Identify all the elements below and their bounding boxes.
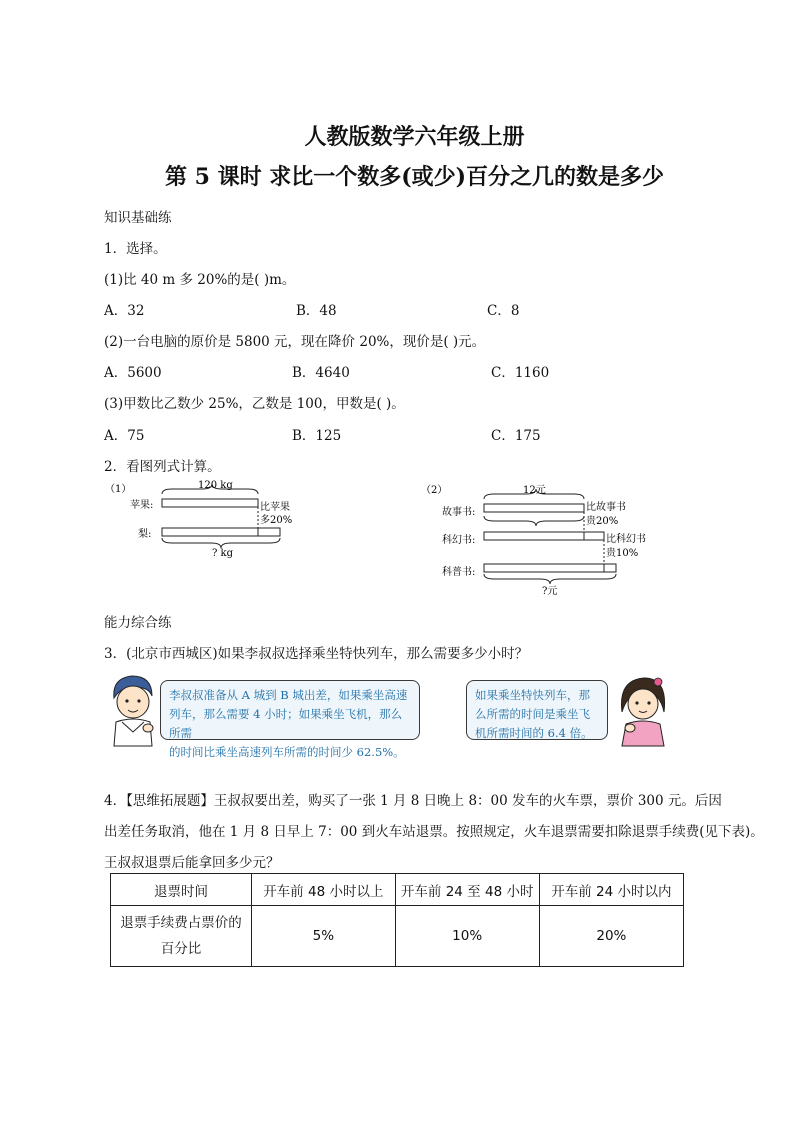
bubble-line: 李叔叔准备从 A 城到 B 城出差，如果乘坐高速	[169, 688, 408, 702]
row-label-line: 百分比	[160, 941, 202, 957]
question-3-heading: 3．(北京市西城区)如果李叔叔选择乘坐特快列车，那么需要多少小时？	[104, 646, 529, 662]
option-c: C．1160	[491, 365, 550, 381]
table-cell: 20%	[539, 906, 683, 967]
diagram-number: （1）	[105, 484, 132, 495]
line-segment-diagram-2	[416, 480, 666, 598]
question-2-heading: 2．看图列式计算。	[104, 459, 221, 475]
table-cell: 5%	[252, 906, 396, 967]
option-a: A．32	[104, 303, 145, 319]
row-label-science-book: 科普书:	[442, 567, 476, 578]
question-1-1-stem: (1)比 40 m 多 20%的是( )m。	[104, 272, 296, 288]
option-a: A．75	[104, 428, 145, 444]
question-4-line-3: 王叔叔退票后能拿回多少元？	[104, 855, 280, 871]
table-header: 开车前 48 小时以上	[252, 874, 396, 906]
question-4-line-2: 出差任务取消，他在 1 月 8 日早上 7：00 到火车站退票。按照规定，火车退票需要扣除退票手续费(见下表)。	[104, 824, 764, 840]
option-b: B．4640	[292, 365, 350, 381]
row-label-apple: 苹果:	[130, 500, 154, 511]
note-1-line-1: 比故事书	[586, 502, 626, 513]
table-cell: 10%	[395, 906, 539, 967]
option-b: B．125	[292, 428, 342, 444]
table-row	[111, 906, 684, 967]
note-line-2: 多20%	[260, 515, 293, 526]
speech-bubble-left	[160, 680, 420, 759]
question-1-heading: 1．选择。	[104, 241, 167, 257]
bubble-line: 如果乘坐特快列车，那	[475, 688, 590, 702]
boy-illustration-icon	[104, 672, 160, 748]
line-segment-diagram-1	[100, 480, 320, 564]
top-label: 12元	[523, 485, 546, 496]
row-label-line: 退票手续费占票价的	[120, 915, 242, 931]
row-label-story-book: 故事书:	[442, 507, 476, 518]
table-header: 开车前 24 至 48 小时	[395, 874, 539, 906]
bubble-line: 的时间比乘坐高速列车所需的时间少 62.5%。	[169, 745, 405, 759]
question-1-2-stem: (2)一台电脑的原价是 5800 元，现在降价 20%，现价是( )元。	[104, 334, 486, 350]
refund-fee-table	[110, 873, 684, 967]
question-1-3-stem: (3)甲数比乙数少 25%，乙数是 100，甲数是( )。	[104, 396, 405, 412]
bottom-label: ?元	[542, 586, 558, 597]
table-header: 开车前 24 小时以内	[539, 874, 683, 906]
option-a: A．5600	[104, 365, 162, 381]
girl-illustration-icon	[614, 672, 672, 748]
bottom-label: ? kg	[212, 548, 234, 559]
bubble-line: 列车，那么需要 4 小时；如果乘坐飞机，那么所需	[169, 707, 403, 740]
question-4-line-1: 4．【思维拓展题】王叔叔要出差，购买了一张 1 月 8 日晚上 8：00 发车的火车票，票价 300 元。后因	[104, 793, 722, 809]
section-label-ability: 能力综合练	[104, 615, 172, 631]
bubble-line: 机所需时间的 6.4 倍。	[475, 726, 593, 740]
table-row	[111, 874, 684, 906]
option-c: C．8	[487, 303, 520, 319]
top-label: 120 kg	[198, 480, 233, 491]
lesson-title: 第 5 课时 求比一个数多(或少)百分之几的数是多少	[164, 164, 665, 190]
row-label-pear: 梨:	[138, 529, 152, 540]
option-b: B．48	[296, 303, 337, 319]
row-label-scifi-book: 科幻书:	[442, 535, 476, 546]
table-row-label	[111, 906, 252, 967]
note-line-1: 比苹果	[260, 502, 290, 513]
option-c: C．175	[491, 428, 541, 444]
bubble-line: 么所需的时间是乘坐飞	[475, 707, 590, 721]
note-2-line-1: 比科幻书	[606, 534, 646, 545]
section-label-basic: 知识基础练	[104, 210, 172, 226]
note-1-line-2: 贵20%	[586, 516, 619, 527]
diagram-number: （2）	[421, 485, 448, 496]
speech-bubble-right	[466, 680, 608, 740]
page-title: 人教版数学六年级上册	[304, 124, 525, 150]
table-header: 退票时间	[111, 874, 252, 906]
note-2-line-2: 贵10%	[606, 548, 639, 559]
